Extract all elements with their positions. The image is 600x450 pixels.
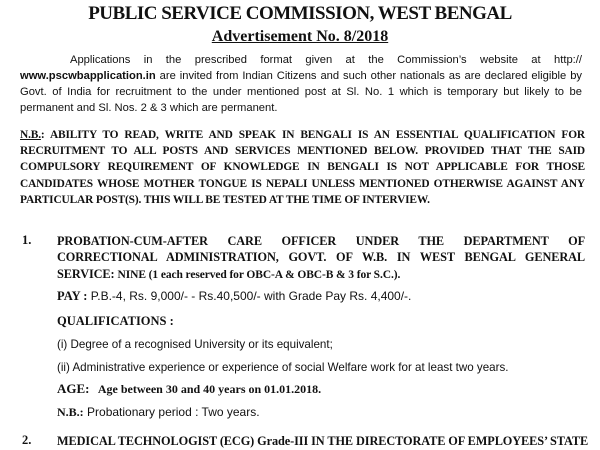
intro-paragraph (20, 52, 582, 116)
post-1-pay (57, 289, 597, 304)
website-link[interactable]: www.pscwbapplication.in (20, 70, 156, 82)
page-title: PUBLIC SERVICE COMMISSION, WEST BENGAL (88, 3, 512, 24)
post-2-number: 2. (22, 433, 32, 447)
age-text: Age between 30 and 40 years on 01.01.2018. (97, 382, 322, 396)
advertisement-number: Advertisement No. 8/2018 (211, 28, 389, 45)
pay-label: PAY : (57, 289, 88, 303)
post-1-age (57, 381, 597, 397)
age-label: AGE: (57, 381, 90, 396)
note-label: N.B. (20, 129, 41, 141)
qualification-item: (ii) Administrative experience or experience of social Welfare work for at least two years. (57, 361, 509, 374)
qualifications-heading: QUALIFICATIONS : (57, 314, 174, 328)
post-1-vacancies: NINE (1 each reserved for OBC-A & OBC-B & 3 for S.C.). (117, 268, 401, 281)
note-text: : ABILITY TO READ, WRITE AND SPEAK IN BENGALI IS AN ESSENTIAL QUALIFICATION FOR RECRUITMENT TO ALL POSTS AND SERVICES MENTIONED BELOW. PROVIDED THAT THE SAID COMPULSORY REQUIREMENT OF KNOWLEDGE IN BENGALI IS NOT APPLICABLE FOR THOSE CANDIDATES WHOSE MOTHER TONGUE IS NEPALI UNLESS MENTIONED OTHERWISE AGAINST ANY PARTICULAR POST(S). THIS WILL BE TESTED AT THE TIME OF INTERVIEW. (20, 129, 585, 206)
pay-text: P.B.-4, Rs. 9,000/- - Rs.40,500/- with Grade Pay Rs. 4,400/-. (90, 289, 412, 303)
post-1-title: PROBATION-CUM-AFTER CARE OFFICER UNDER THE DEPARTMENT OF CORRECTIONAL ADMINISTRATION, GOVT. OF W.B. IN WEST BENGAL GENERAL SERVICE: (57, 234, 585, 281)
intro-text-start: Applications in the prescribed format given at the Commission’s website at http:// (70, 54, 582, 66)
post-note-label: N.B.: (57, 405, 84, 419)
post-2-heading: MEDICAL TECHNOLOGIST (ECG) Grade-III IN THE DIRECTORATE OF EMPLOYEES’ STATE (57, 434, 589, 448)
bengali-requirement-note (20, 127, 585, 208)
intro-text-end: are invited from Indian Citizens and such other nationals as are declared eligible by Govt. of India for recruitment to the under mentioned post at Sl. No. 1 which is temporary but likely to be permanent and Sl. Nos. 2 & 3 which are permanent. (20, 70, 583, 114)
post-1-heading (57, 233, 585, 283)
qualification-item: (i) Degree of a recognised University or its equivalent; (57, 338, 333, 351)
post-1-note (57, 405, 597, 420)
post-note-text: Probationary period : Two years. (87, 405, 260, 419)
post-1-number: 1. (22, 233, 32, 247)
